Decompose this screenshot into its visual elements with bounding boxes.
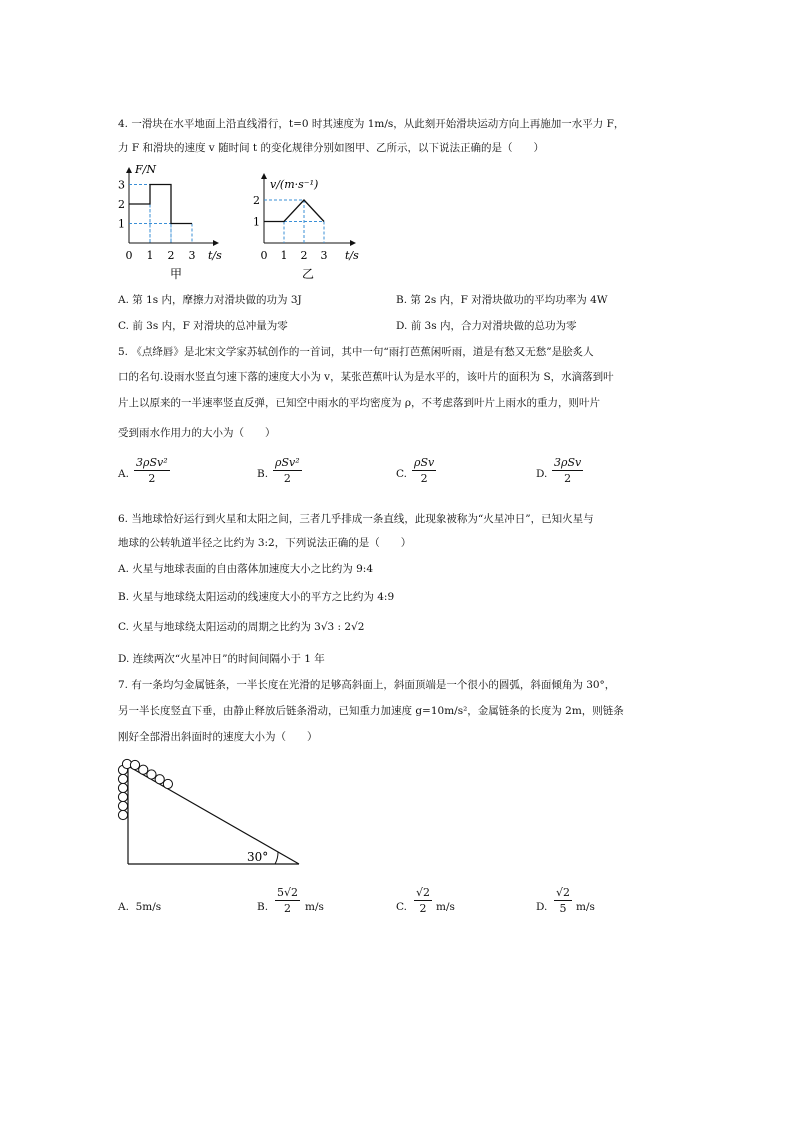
q7-option-d-denominator: 5: [559, 902, 567, 915]
q7-option-d-unit: m/s: [576, 901, 595, 913]
chain-link: [139, 765, 148, 774]
q7-option-d-label[interactable]: D.: [536, 901, 548, 913]
q6-option-a[interactable]: A. 火星与地球表面的自由落体加速度大小之比约为 9:4: [118, 563, 373, 575]
q7-option-c-unit: m/s: [436, 901, 455, 913]
q5-option-d-fraction[interactable]: [552, 456, 583, 485]
y-tick-label: 1: [253, 215, 260, 229]
q4-option-a[interactable]: A. 第 1s 内，摩擦力对滑块做的功为 3J: [118, 294, 302, 306]
q7-option-d-fraction[interactable]: [554, 886, 572, 915]
q5-option-a-denominator: 2: [148, 472, 156, 485]
q5-option-b-label[interactable]: B.: [257, 468, 269, 480]
q4-option-d[interactable]: D. 前 3s 内，合力对滑块做的总功为零: [396, 320, 577, 332]
q5-option-d-denominator: 2: [564, 472, 572, 485]
q7-line2: 另一半长度竖直下垂，由静止释放后链条滑动，已知重力加速度 g=10m/s²，金属链条的长度为 2m，则链条: [118, 705, 624, 717]
data-line: [129, 185, 192, 224]
chain-link: [147, 770, 156, 779]
q5-option-c-denominator: 2: [420, 472, 428, 485]
q6-option-d[interactable]: D. 连续两次“火星冲日”的时间间隔小于 1 年: [118, 653, 325, 665]
chain-link: [118, 810, 127, 819]
q5-option-b-denominator: 2: [283, 472, 291, 485]
chain-link: [118, 774, 127, 783]
x-tick-label: 3: [320, 249, 328, 262]
x-tick-label: 1: [280, 249, 288, 262]
metal-chain: [118, 759, 172, 819]
y-tick-label: 2: [118, 198, 125, 211]
q7-option-c-denominator: 2: [419, 902, 427, 915]
y-tick-label: 3: [118, 178, 125, 192]
velocity-time-graph: [250, 160, 380, 285]
q4-option-b[interactable]: B. 第 2s 内，F 对滑块做功的平均功率为 4W: [396, 294, 608, 306]
chain-link: [118, 801, 127, 810]
q5-line1: 5. 《点绛唇》是北宋文学家苏轼创作的一首词，其中一句“雨打芭蕉闲听雨，道是有愁又无愁”是脍炙人: [118, 346, 594, 358]
q7-option-b-unit: m/s: [305, 901, 324, 913]
q7-option-a-value: 5m/s: [135, 901, 162, 913]
q6-option-b[interactable]: B. 火星与地球绕太阳运动的线速度大小的平方之比约为 4:9: [118, 591, 395, 603]
q5-option-a-numerator: 3ρSv²: [136, 456, 168, 469]
q6-line1: 6. 当地球恰好运行到火星和太阳之间，三者几乎排成一条直线，此现象被称为“火星冲日”，已知火星与: [118, 513, 594, 525]
q7-line1: 7. 有一条均匀金属链条，一半长度在光滑的足够高斜面上，斜面顶端是一个很小的圆弧，斜面倾角为 30°，: [118, 679, 616, 691]
y-tick-label: 2: [253, 194, 260, 207]
q5-option-c-fraction[interactable]: [412, 456, 436, 485]
force-time-graph: [110, 160, 235, 285]
x-tick-label: 1: [146, 249, 154, 262]
q4-line1: 4. 一滑块在水平地面上沿直线滑行，t=0 时其速度为 1m/s，从此刻开始滑块运动方向上再施加一水平力 F，: [118, 118, 625, 130]
q7-option-a-label: A.: [118, 901, 129, 913]
chain-link: [155, 775, 164, 784]
q6-option-c[interactable]: C. 火星与地球绕太阳运动的周期之比约为 3√3 : 2√2: [118, 621, 365, 633]
q7-option-d-numerator: √2: [556, 886, 571, 899]
q4-line2: 力 F 和滑块的速度 v 随时间 t 的变化规律分别如图甲、乙所示，以下说法正确的是（ ）: [118, 142, 544, 154]
y-tick-label: 1: [118, 217, 125, 231]
q7-option-c-fraction[interactable]: [414, 886, 432, 915]
incline-angle-label: 30°: [247, 850, 269, 864]
q7-option-b-label[interactable]: B.: [257, 901, 269, 913]
chain-link: [118, 783, 127, 792]
q7-option-b-numerator: 5√2: [277, 886, 299, 899]
q5-line2: 口的名句.设雨水竖直匀速下落的速度大小为 v，某张芭蕉叶认为是水平的，该叶片的面积为 S，水滴落到叶: [118, 371, 614, 383]
q5-option-a-fraction[interactable]: [134, 456, 170, 485]
q5-option-b-fraction[interactable]: [273, 456, 302, 485]
graph-a-caption: 甲: [169, 267, 183, 281]
graph-a-ylabel: F/N: [135, 163, 156, 176]
x-tick-label: 0: [125, 249, 133, 262]
q5-option-d-label[interactable]: D.: [536, 468, 548, 480]
chain-link: [163, 779, 172, 788]
x-tick-label: 2: [300, 249, 308, 262]
q7-option-c-numerator: √2: [416, 886, 431, 899]
q7-line3: 刚好全部滑出斜面时的速度大小为（ ）: [118, 731, 318, 743]
x-tick-label: 3: [188, 249, 196, 262]
graph-b-xlabel: t/s: [345, 249, 359, 262]
q5-line4: 受到雨水作用力的大小为（ ）: [118, 427, 276, 439]
chain-link: [130, 760, 139, 769]
data-line: [264, 200, 324, 222]
chain-link: [118, 792, 127, 801]
q5-option-c-numerator: ρSv: [414, 456, 435, 469]
q5-option-c-label[interactable]: C.: [396, 468, 407, 480]
q4-option-c[interactable]: C. 前 3s 内，F 对滑块的总冲量为零: [118, 320, 288, 332]
q7-option-a[interactable]: [118, 900, 161, 914]
q6-line2: 地球的公转轨道半径之比约为 3:2，下列说法正确的是（ ）: [118, 537, 412, 549]
q7-option-b-denominator: 2: [284, 902, 291, 915]
q5-option-d-numerator: 3ρSv: [554, 456, 582, 469]
graph-b-ylabel: v/(m·s⁻¹): [270, 178, 319, 191]
q5-option-a-label[interactable]: A.: [118, 468, 129, 480]
q5-line3: 片上以原来的一半速率竖直反弹，已知空中雨水的平均密度为 ρ，不考虑落到叶片上雨水的重力，则叶片: [118, 397, 601, 409]
graph-b-caption: 乙: [301, 267, 315, 281]
x-tick-label: 2: [167, 249, 175, 262]
q7-option-c-label[interactable]: C.: [396, 901, 407, 913]
q5-option-b-numerator: ρSv²: [275, 456, 300, 469]
graph-a-xlabel: t/s: [208, 249, 222, 262]
q7-option-b-fraction[interactable]: [275, 886, 300, 915]
incline-chain-diagram: [112, 758, 312, 870]
x-tick-label: 0: [260, 249, 268, 262]
